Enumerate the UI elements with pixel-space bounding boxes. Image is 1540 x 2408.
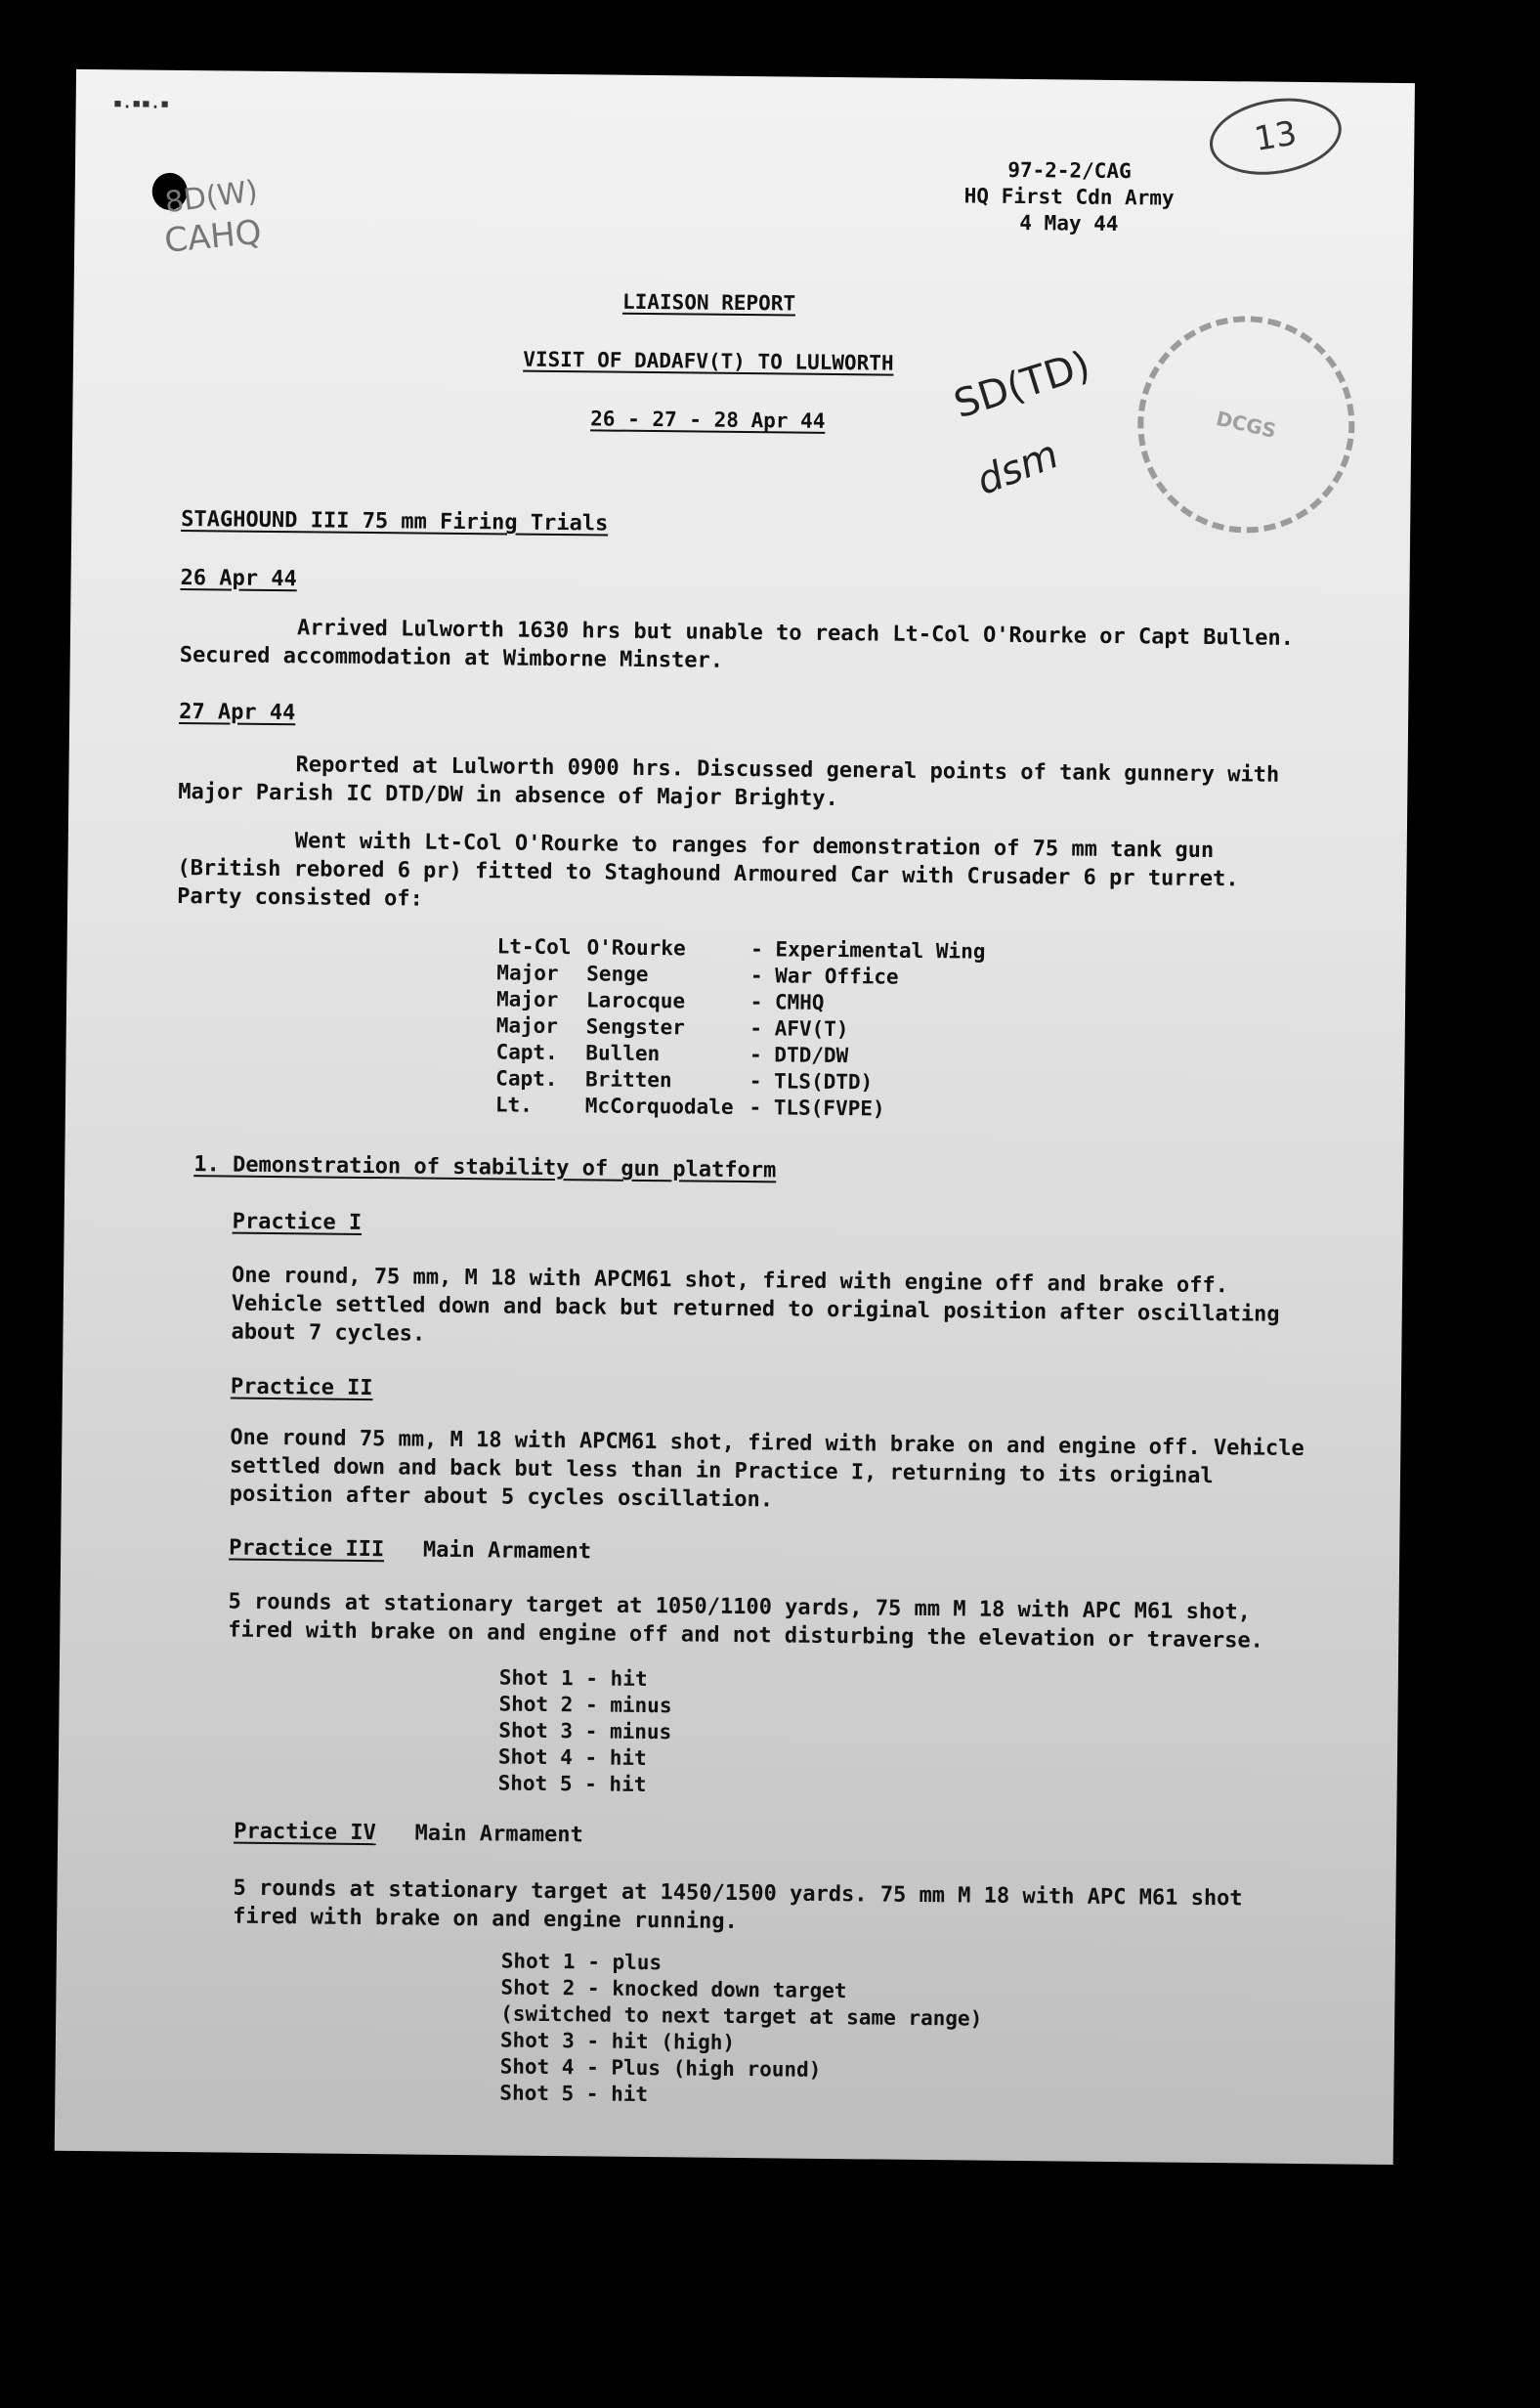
day2-paragraph2: Went with Lt-Col O'Rourke to ranges for demonstration of 75 mm tank gun (British rebored 6 pr) fitted to Staghound Armoured Car with Crusader 6 pr turret. Party consisted of: <box>177 829 1239 912</box>
pencil-note-line1: SD(TD) <box>949 342 1095 428</box>
party-unit: - CMHQ <box>749 990 825 1014</box>
party-rank: Lt. <box>494 1093 534 1117</box>
practice4-sub: Main Armament <box>414 1821 583 1848</box>
margin-note-line2: CAHQ <box>162 212 264 261</box>
practice1-text: One round, 75 mm, M 18 with APCM61 shot, fired with engine off and brake off. Vehicle settled down and back but returned to original position after oscillating about 7 cycles. <box>231 1263 1280 1347</box>
reference-block <box>963 156 1175 237</box>
day1-heading: 26 Apr 44 <box>180 565 297 592</box>
shot-result: Shot 3 - minus <box>498 1718 672 1744</box>
day2-heading: 27 Apr 44 <box>179 699 296 726</box>
practice3-text: 5 rounds at stationary target at 1050/1100 yards, 75 mm M 18 with APC M61 shot, fired with brake on and engine off and not disturbing the elevation or traverse. <box>228 1589 1264 1654</box>
practice1-heading: Practice I <box>232 1209 363 1235</box>
shot-result: Shot 5 - hit <box>499 2081 649 2107</box>
practice3-shots <box>498 1664 672 1798</box>
shot-result: Shot 2 - knocked down target <box>500 1975 847 2003</box>
shot-result: Shot 1 - hit <box>498 1665 648 1692</box>
margin-note-line1: 8D(W) <box>162 174 260 221</box>
headquarters: HQ First Cdn Army <box>963 184 1175 210</box>
reference-number: 97-2-2/CAG <box>1007 157 1132 184</box>
shot-result: Shot 4 - hit <box>497 1744 647 1771</box>
practice2-heading: Practice II <box>230 1374 373 1401</box>
party-table <box>495 933 1002 1123</box>
practice3-sub: Main Armament <box>422 1537 592 1565</box>
day1-text <box>180 613 1295 681</box>
party-rank: Capt. <box>495 1066 558 1092</box>
report-subtitle: VISIT OF DADAFV(T) TO LULWORTH <box>523 347 894 375</box>
shot-result: Shot 5 - hit <box>497 1771 647 1797</box>
shot-result: (switched to next target at same range) <box>500 2001 983 2031</box>
party-unit: - Experimental Wing <box>750 937 986 964</box>
party-name: McCorquodale <box>584 1094 734 1119</box>
page-number-circle <box>1204 89 1348 184</box>
shot-result: Shot 1 - plus <box>500 1949 663 1975</box>
day2-para2 <box>177 826 1302 923</box>
practice4-heading-row <box>234 1818 583 1850</box>
item1-heading: 1. Demonstration of stability of gun platform <box>193 1152 777 1183</box>
shot-result: Shot 2 - minus <box>498 1692 672 1718</box>
party-rank: Capt. <box>495 1040 558 1065</box>
practice3-heading-row <box>229 1534 591 1567</box>
party-rank: Major <box>495 987 559 1012</box>
receipt-stamp <box>1117 295 1376 554</box>
party-name: Senge <box>586 962 649 987</box>
practice4-text: 5 rounds at stationary target at 1450/1500 yards. 75 mm M 18 with APC M61 shot fired with brake on and engine running. <box>233 1875 1243 1935</box>
report-date: 4 May 44 <box>1019 210 1119 236</box>
party-name: Sengster <box>585 1014 685 1040</box>
item1-heading-wrap <box>193 1150 776 1184</box>
party-row <box>495 1092 1000 1123</box>
day2-para1 <box>178 750 1293 818</box>
page-number: 13 <box>1251 113 1300 159</box>
day1-paragraph: Arrived Lulworth 1630 hrs but unable to reach Lt-Col O'Rourke or Capt Bullen. Secured accommodation at Wimborne Minster. <box>179 616 1295 673</box>
report-dates: 26 - 27 - 28 Apr 44 <box>590 407 826 433</box>
party-name: O'Rourke <box>586 935 686 961</box>
party-name: Larocque <box>585 988 686 1013</box>
party-rank: Major <box>495 1013 559 1039</box>
party-name: Britten <box>584 1067 672 1093</box>
shot-result: Shot 3 - hit (high) <box>499 2028 736 2054</box>
party-unit: - TLS(DTD) <box>749 1069 874 1095</box>
shot-result: Shot 4 - Plus (high round) <box>499 2054 822 2082</box>
practice3-heading: Practice III <box>229 1535 385 1563</box>
party-rank: Major <box>496 961 559 986</box>
pencil-note-line2: dsm <box>970 431 1065 504</box>
stamp-text: DCGS <box>1214 406 1279 443</box>
day2-paragraph1: Reported at Lulworth 0900 hrs. Discussed general points of tank gunnery with Major Parish IC DTD/DW in absence of Major Brighty. <box>178 752 1280 812</box>
party-unit: - War Office <box>749 964 899 989</box>
top-mark: ▪.▪▪.▪ <box>112 93 170 112</box>
practice4-heading: Practice IV <box>234 1819 376 1846</box>
practice4-shots <box>499 1948 983 2111</box>
party-unit: - DTD/DW <box>749 1043 849 1068</box>
report-title: LIAISON REPORT <box>621 289 796 316</box>
section-heading: STAGHOUND III 75 mm Firing Trials <box>181 506 609 537</box>
party-rank: Lt-Col <box>496 934 572 960</box>
party-unit: - TLS(FVPE) <box>749 1096 885 1121</box>
document-page <box>55 69 1415 2165</box>
party-unit: - AFV(T) <box>749 1016 849 1042</box>
party-name: Bullen <box>585 1041 661 1066</box>
practice2-text: One round 75 mm, M 18 with APCM61 shot, fired with brake on and engine off. Vehicle settled down and back but less than in Practice I, returning to its original position after about 5 cycles oscillation. <box>229 1425 1305 1513</box>
